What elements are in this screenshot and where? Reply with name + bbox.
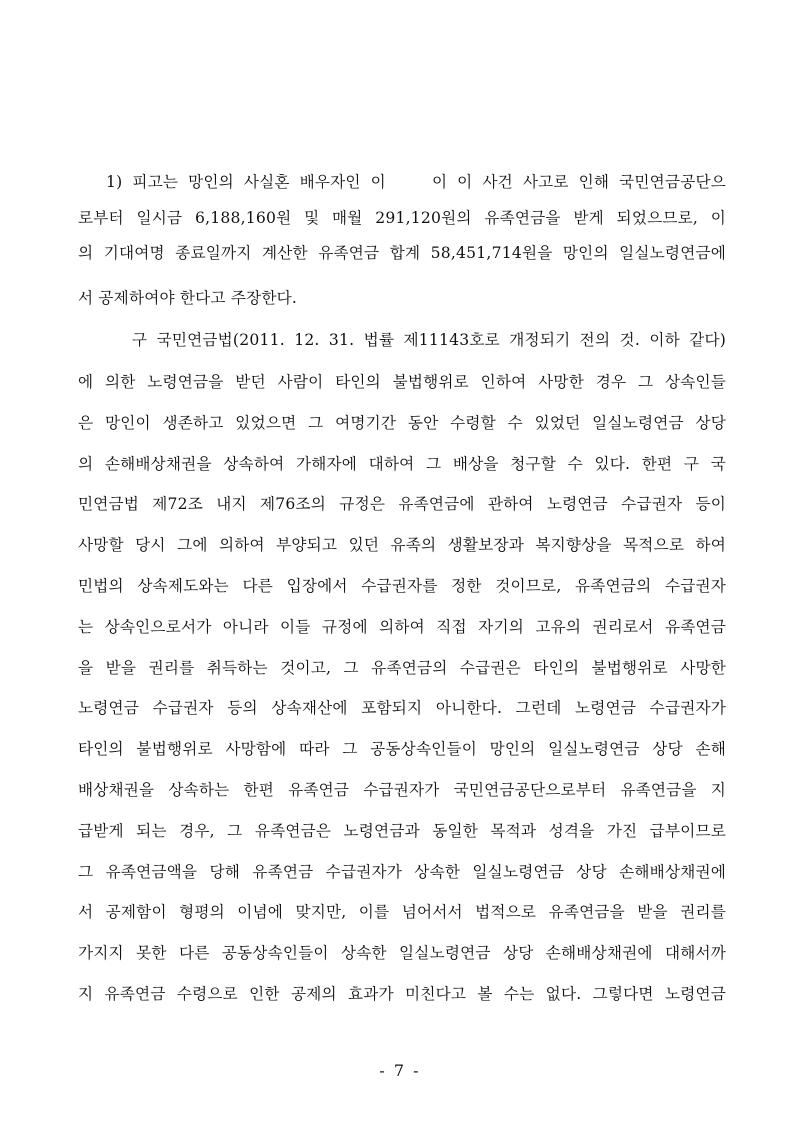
paragraph-2-line-7: 민법의 상속제도와는 다른 입장에서 수급권자를 정한 것이므로, 유족연금의 수급권자 [78,577,726,595]
paragraph-2-line-11: 타인의 불법행위로 사망함에 따라 그 공동상속인들이 망인의 일실노령연금 상당 손해 [78,740,726,758]
paragraph-2-line-10: 노령연금 수급권자 등의 상속재산에 포함되지 아니한다. 그런데 노령연금 수급권자가 [78,699,726,717]
paragraph-2-line-3: 은 망인이 생존하고 있었으면 그 여명기간 동안 수령할 수 있었던 일실노령연금 상당 [78,414,726,432]
paragraph-1-line-3: 의 기대여명 종료일까지 계산한 유족연금 합계 58,451,714원을 망인의 일실노령연금에 [78,244,726,262]
paragraph-2-line-13: 급받게 되는 경우, 그 유족연금은 노령연금과 동일한 목적과 성격을 가진 급부이므로 [78,822,726,840]
paragraph-2-line-17: 지 유족연금 수령으로 인한 공제의 효과가 미친다고 볼 수는 없다. 그렇다면 노령연금 [78,985,726,1003]
paragraph-1-line-4: 서 공제하여야 한다고 주장한다. [78,289,298,307]
paragraph-1-line-2: 로부터 일시금 6,188,160원 및 매월 291,120원의 유족연금을 받게 되었으므로, 이 [78,209,726,227]
paragraph-2-line-16: 가지지 못한 다른 공동상속인들이 상속한 일실노령연금 상당 손해배상채권에 대해서까 [78,944,726,962]
paragraph-2-line-14: 그 유족연금액을 당해 유족연금 수급권자가 상속한 일실노령연금 상당 손해배상채권에 [78,863,726,881]
paragraph-2-line-9: 을 받을 권리를 취득하는 것이고, 그 유족연금의 수급권은 타인의 불법행위로 사망한 [78,659,726,677]
paragraph-2-line-5: 민연금법 제72조 내지 제76조의 규정은 유족연금에 관하여 노령연금 수급권자 등이 [78,495,726,513]
paragraph-2-line-8: 는 상속인으로서가 아니라 이들 규정에 의하여 직접 자기의 고유의 권리로서 유족연금 [78,618,726,636]
paragraph-2-line-1: 구 국민연금법(2011. 12. 31. 법률 제11143호로 개정되기 전의 것. 이하 같다) [132,331,726,349]
paragraph-2-line-6: 사망할 당시 그에 의하여 부양되고 있던 유족의 생활보장과 복지향상을 목적으로 하여 [78,536,726,554]
page-number: - 7 - [379,1061,421,1080]
paragraph-2-line-15: 서 공제함이 형평의 이념에 맞지만, 이를 넘어서서 법적으로 유족연금을 받을 권리를 [78,903,726,921]
paragraph-2-line-4: 의 손해배상채권을 상속하여 가해자에 대하여 그 배상을 청구할 수 있다. 한편 구 국 [78,455,726,473]
paragraph-1-line-1: 1) 피고는 망인의 사실혼 배우자인 이 이 이 사건 사고로 인해 국민연금공단으 [106,173,726,191]
paragraph-2-line-12: 배상채권을 상속하는 한편 유족연금 수급권자가 국민연금공단으로부터 유족연금을 지 [78,781,726,799]
paragraph-2-line-2: 에 의한 노령연금을 받던 사람이 타인의 불법행위로 인하여 사망한 경우 그 상속인들 [78,373,726,391]
